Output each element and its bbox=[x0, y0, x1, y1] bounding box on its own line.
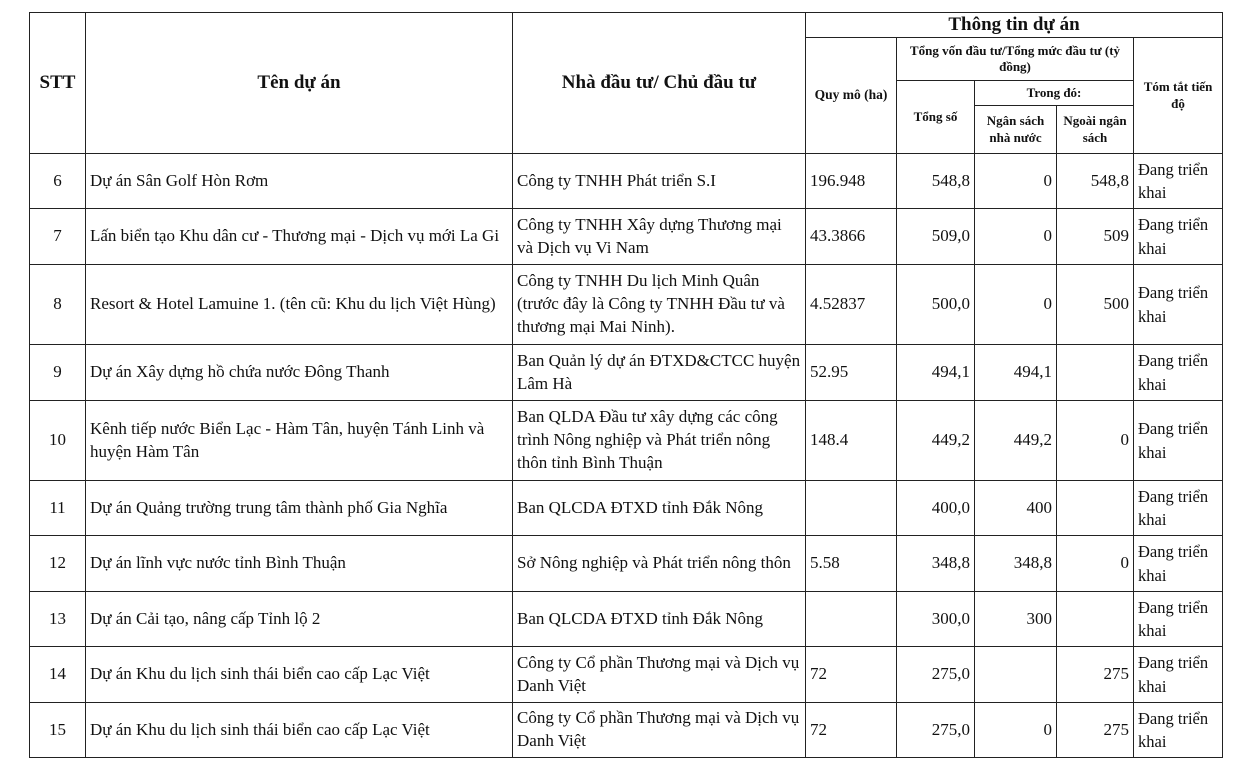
row-scale-cell: 148.4 bbox=[806, 401, 897, 481]
row-progress-cell: Đang triển khai bbox=[1134, 703, 1223, 758]
header-progress-summary: Tóm tắt tiến độ bbox=[1134, 38, 1223, 154]
table-row bbox=[30, 703, 1223, 758]
row-total-cell: 275,0 bbox=[897, 703, 975, 758]
header-project-info: Thông tin dự án bbox=[806, 13, 1223, 38]
row-project-name-cell: Resort & Hotel Lamuine 1. (tên cũ: Khu du lịch Việt Hùng) bbox=[86, 265, 513, 345]
row-scale-cell: 4.52837 bbox=[806, 265, 897, 345]
table-row bbox=[30, 481, 1223, 536]
row-stt-cell: 12 bbox=[30, 536, 86, 592]
table-row bbox=[30, 536, 1223, 592]
row-state-budget-cell: 0 bbox=[975, 703, 1057, 758]
row-project-name-cell: Kênh tiếp nước Biển Lạc - Hàm Tân, huyện Tánh Linh và huyện Hàm Tân bbox=[86, 401, 513, 481]
row-project-name-cell: Dự án lĩnh vực nước tỉnh Bình Thuận bbox=[86, 536, 513, 592]
row-stt-cell: 11 bbox=[30, 481, 86, 536]
row-progress-cell: Đang triển khai bbox=[1134, 265, 1223, 345]
header-of-which: Trong đó: bbox=[975, 81, 1134, 106]
row-total-cell: 348,8 bbox=[897, 536, 975, 592]
projects-table bbox=[29, 12, 1223, 758]
row-non-budget-cell bbox=[1057, 481, 1134, 536]
row-stt-cell: 14 bbox=[30, 647, 86, 703]
row-state-budget-cell: 0 bbox=[975, 265, 1057, 345]
row-project-name-cell: Dự án Quảng trường trung tâm thành phố Gia Nghĩa bbox=[86, 481, 513, 536]
row-scale-cell: 196.948 bbox=[806, 154, 897, 209]
row-scale-cell: 43.3866 bbox=[806, 209, 897, 265]
row-stt-cell: 7 bbox=[30, 209, 86, 265]
row-project-name-cell: Dự án Xây dựng hồ chứa nước Đông Thanh bbox=[86, 345, 513, 401]
row-non-budget-cell: 0 bbox=[1057, 536, 1134, 592]
row-progress-cell: Đang triển khai bbox=[1134, 481, 1223, 536]
row-scale-cell: 5.58 bbox=[806, 536, 897, 592]
row-project-name-cell: Dự án Sân Golf Hòn Rơm bbox=[86, 154, 513, 209]
row-non-budget-cell: 275 bbox=[1057, 647, 1134, 703]
table-row bbox=[30, 154, 1223, 209]
row-state-budget-cell: 300 bbox=[975, 592, 1057, 647]
row-investor-cell: Ban QLCDA ĐTXD tỉnh Đắk Nông bbox=[513, 481, 806, 536]
row-progress-cell: Đang triển khai bbox=[1134, 647, 1223, 703]
table-row bbox=[30, 345, 1223, 401]
row-progress-cell: Đang triển khai bbox=[1134, 536, 1223, 592]
row-scale-cell: 72 bbox=[806, 703, 897, 758]
header-total-capital: Tổng vốn đầu tư/Tổng mức đầu tư (tỷ đồng) bbox=[897, 38, 1134, 81]
row-project-name-cell: Dự án Khu du lịch sinh thái biển cao cấp Lạc Việt bbox=[86, 703, 513, 758]
row-progress-cell: Đang triển khai bbox=[1134, 345, 1223, 401]
row-total-cell: 509,0 bbox=[897, 209, 975, 265]
header-stt: STT bbox=[30, 13, 86, 154]
table-row bbox=[30, 209, 1223, 265]
row-investor-cell: Công ty Cổ phần Thương mại và Dịch vụ Danh Việt bbox=[513, 703, 806, 758]
row-investor-cell: Công ty Cổ phần Thương mại và Dịch vụ Danh Việt bbox=[513, 647, 806, 703]
row-state-budget-cell: 0 bbox=[975, 209, 1057, 265]
row-total-cell: 500,0 bbox=[897, 265, 975, 345]
row-progress-cell: Đang triển khai bbox=[1134, 154, 1223, 209]
row-scale-cell bbox=[806, 481, 897, 536]
row-non-budget-cell bbox=[1057, 592, 1134, 647]
row-state-budget-cell: 449,2 bbox=[975, 401, 1057, 481]
row-total-cell: 300,0 bbox=[897, 592, 975, 647]
row-investor-cell: Ban Quản lý dự án ĐTXD&CTCC huyện Lâm Hà bbox=[513, 345, 806, 401]
row-total-cell: 548,8 bbox=[897, 154, 975, 209]
row-project-name-cell: Lấn biển tạo Khu dân cư - Thương mại - Dịch vụ mới La Gi bbox=[86, 209, 513, 265]
row-non-budget-cell: 500 bbox=[1057, 265, 1134, 345]
row-scale-cell: 52.95 bbox=[806, 345, 897, 401]
row-total-cell: 449,2 bbox=[897, 401, 975, 481]
row-scale-cell: 72 bbox=[806, 647, 897, 703]
row-non-budget-cell: 0 bbox=[1057, 401, 1134, 481]
row-progress-cell: Đang triển khai bbox=[1134, 592, 1223, 647]
header-scale: Quy mô (ha) bbox=[806, 38, 897, 154]
header-state-budget: Ngân sách nhà nước bbox=[975, 106, 1057, 154]
table-row bbox=[30, 647, 1223, 703]
table-row bbox=[30, 592, 1223, 647]
row-stt-cell: 9 bbox=[30, 345, 86, 401]
table-row bbox=[30, 265, 1223, 345]
row-progress-cell: Đang triển khai bbox=[1134, 401, 1223, 481]
row-project-name-cell: Dự án Khu du lịch sinh thái biển cao cấp Lạc Việt bbox=[86, 647, 513, 703]
row-non-budget-cell: 275 bbox=[1057, 703, 1134, 758]
row-investor-cell: Sở Nông nghiệp và Phát triển nông thôn bbox=[513, 536, 806, 592]
table-row bbox=[30, 401, 1223, 481]
row-state-budget-cell bbox=[975, 647, 1057, 703]
row-stt-cell: 15 bbox=[30, 703, 86, 758]
row-total-cell: 275,0 bbox=[897, 647, 975, 703]
header-project-name: Tên dự án bbox=[86, 13, 513, 154]
row-total-cell: 400,0 bbox=[897, 481, 975, 536]
row-investor-cell: Ban QLCDA ĐTXD tỉnh Đắk Nông bbox=[513, 592, 806, 647]
row-total-cell: 494,1 bbox=[897, 345, 975, 401]
row-stt-cell: 8 bbox=[30, 265, 86, 345]
header-non-budget: Ngoài ngân sách bbox=[1057, 106, 1134, 154]
row-stt-cell: 6 bbox=[30, 154, 86, 209]
row-investor-cell: Công ty TNHH Xây dựng Thương mại và Dịch vụ Vi Nam bbox=[513, 209, 806, 265]
row-scale-cell bbox=[806, 592, 897, 647]
row-stt-cell: 10 bbox=[30, 401, 86, 481]
row-state-budget-cell: 494,1 bbox=[975, 345, 1057, 401]
row-project-name-cell: Dự án Cải tạo, nâng cấp Tỉnh lộ 2 bbox=[86, 592, 513, 647]
row-investor-cell: Công ty TNHH Du lịch Minh Quân (trước đây là Công ty TNHH Đầu tư và thương mại Mai Ninh). bbox=[513, 265, 806, 345]
row-state-budget-cell: 0 bbox=[975, 154, 1057, 209]
row-progress-cell: Đang triển khai bbox=[1134, 209, 1223, 265]
row-non-budget-cell bbox=[1057, 345, 1134, 401]
row-non-budget-cell: 548,8 bbox=[1057, 154, 1134, 209]
header-investor: Nhà đầu tư/ Chủ đầu tư bbox=[513, 13, 806, 154]
row-non-budget-cell: 509 bbox=[1057, 209, 1134, 265]
row-state-budget-cell: 348,8 bbox=[975, 536, 1057, 592]
row-stt-cell: 13 bbox=[30, 592, 86, 647]
row-investor-cell: Ban QLDA Đầu tư xây dựng các công trình Nông nghiệp và Phát triển nông thôn tỉnh Bình Thuận bbox=[513, 401, 806, 481]
row-investor-cell: Công ty TNHH Phát triển S.I bbox=[513, 154, 806, 209]
row-state-budget-cell: 400 bbox=[975, 481, 1057, 536]
header-total: Tổng số bbox=[897, 81, 975, 154]
